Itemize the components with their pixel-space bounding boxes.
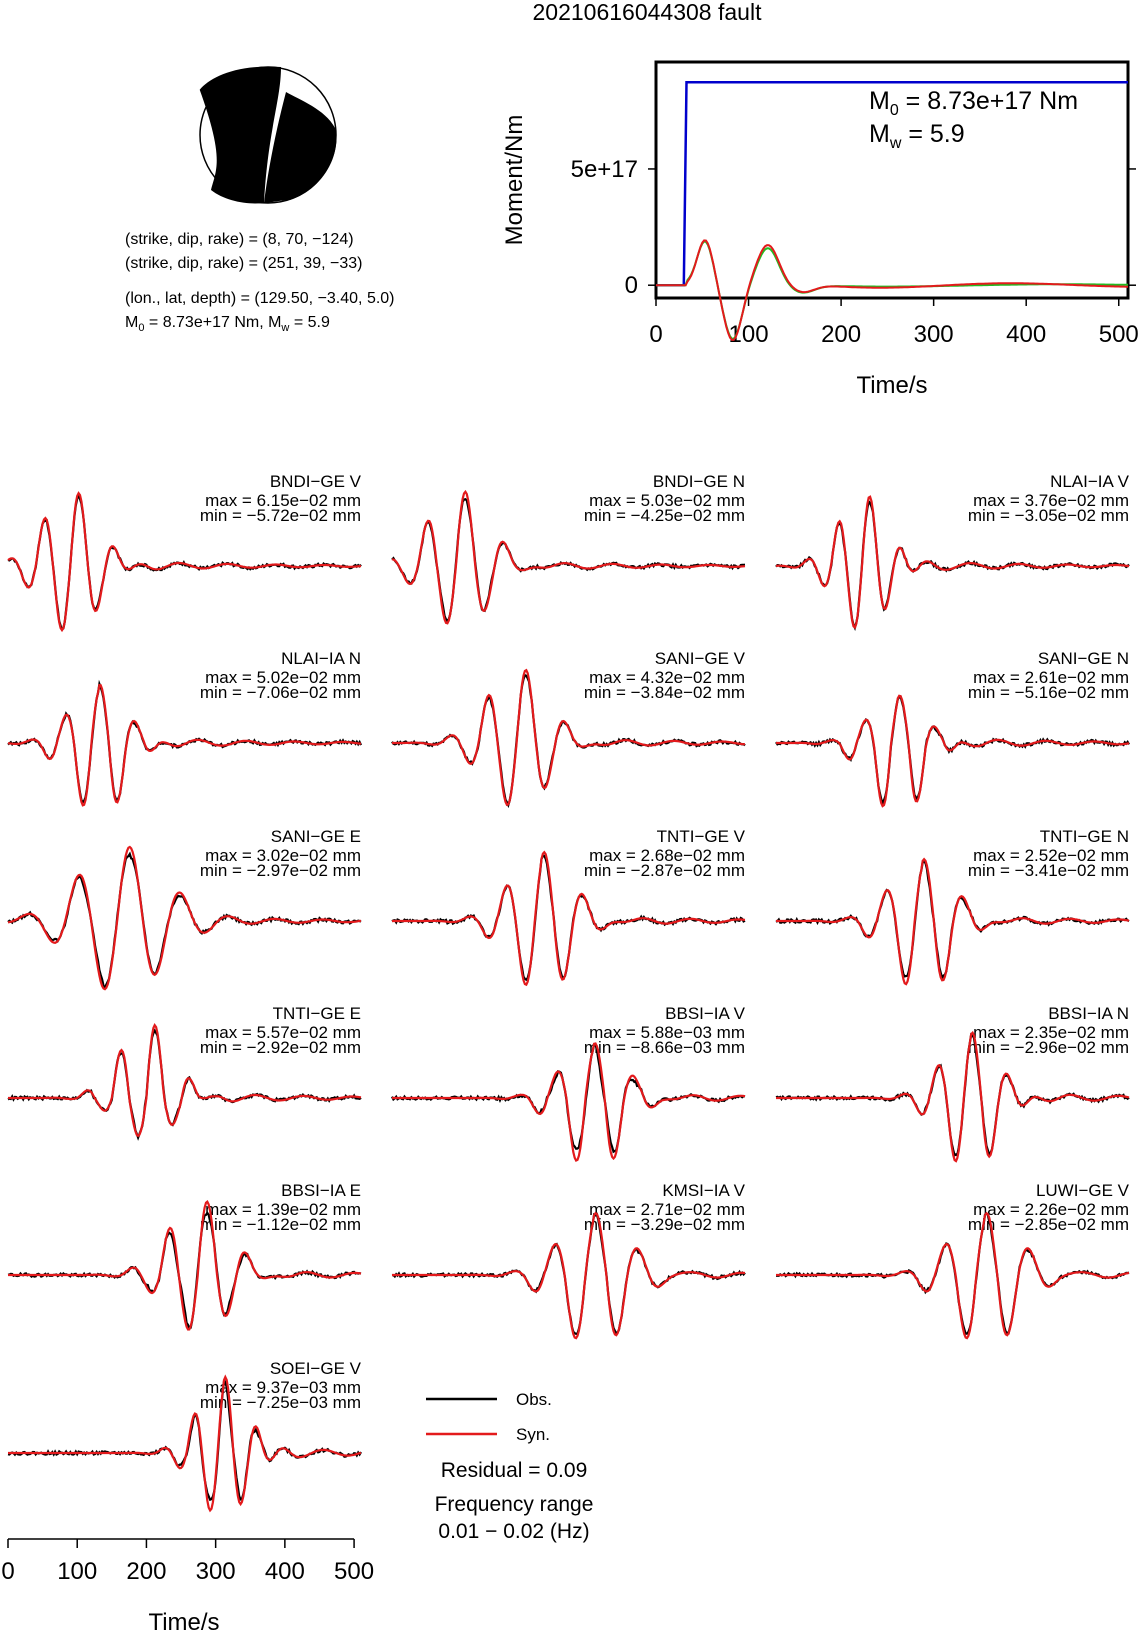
station-min: min = −2.96e−02 mm xyxy=(967,1038,1129,1057)
moment-xlabel: Time/s xyxy=(856,372,928,399)
bottom-xtick-label: 400 xyxy=(264,1558,305,1585)
station-panel xyxy=(392,472,745,623)
stf-line-red xyxy=(656,240,1128,340)
nodal-plane-1: (strike, dip, rake) = (8, 70, −124) xyxy=(125,231,354,248)
bottom-xlabel: Time/s xyxy=(148,1609,220,1636)
station-max: max = 2.71e−02 mm xyxy=(589,1200,745,1219)
station-panel xyxy=(8,1359,362,1510)
station-label: NLAI−IA V xyxy=(1050,472,1129,491)
station-max: max = 2.52e−02 mm xyxy=(973,846,1129,865)
station-label: TNTI−GE V xyxy=(656,827,745,846)
station-max: max = 1.39e−02 mm xyxy=(205,1200,361,1219)
station-panel xyxy=(8,1181,361,1330)
annot-m0-rest: = 8.73e+17 Nm xyxy=(898,87,1079,115)
station-label: BNDI−GE N xyxy=(652,472,745,491)
station-panel xyxy=(8,827,361,989)
station-label: BBSI−IA V xyxy=(665,1004,745,1023)
bottom-xtick-label: 200 xyxy=(126,1558,167,1585)
mechanism-info xyxy=(125,231,395,334)
station-panel xyxy=(392,827,746,985)
station-panel xyxy=(8,472,362,630)
station-min: min = −7.25e−03 mm xyxy=(199,1393,361,1412)
frequency-range-value: 0.01 − 0.02 (Hz) xyxy=(438,1520,590,1543)
station-label: BBSI−IA E xyxy=(281,1181,361,1200)
station-panel xyxy=(776,1181,1130,1338)
station-panel xyxy=(776,649,1129,806)
station-max: max = 3.02e−02 mm xyxy=(205,846,361,865)
bottom-xtick-label: 0 xyxy=(1,1558,15,1585)
station-max: max = 5.02e−02 mm xyxy=(205,668,361,687)
station-max: max = 2.35e−02 mm xyxy=(973,1023,1129,1042)
station-panel xyxy=(392,1004,746,1161)
station-label: SANI−GE V xyxy=(654,649,745,668)
station-label: SOEI−GE V xyxy=(269,1359,361,1378)
legend-obs-label: Obs. xyxy=(516,1390,552,1409)
moment-xtick-label: 400 xyxy=(1006,321,1047,348)
moment-xtick-label: 200 xyxy=(821,321,862,348)
station-min: min = −2.92e−02 mm xyxy=(199,1038,361,1057)
station-panel xyxy=(776,472,1130,628)
beachball-icon xyxy=(200,67,337,204)
station-max: max = 9.37e−03 mm xyxy=(205,1378,361,1397)
mw-subscript: w xyxy=(281,322,290,334)
station-min: min = −7.06e−02 mm xyxy=(199,683,361,702)
station-panel xyxy=(8,1004,361,1138)
residual-text: Residual = 0.09 xyxy=(440,1459,588,1482)
m0-subscript: 0 xyxy=(138,322,145,334)
station-panel xyxy=(776,1004,1129,1161)
figure-title: 20210616044308 fault xyxy=(532,0,762,25)
station-max: max = 5.57e−02 mm xyxy=(205,1023,361,1042)
moment-xtick-label: 100 xyxy=(728,321,769,348)
moment-curves xyxy=(656,82,1128,340)
station-label: SANI−GE E xyxy=(270,827,361,846)
station-max: max = 5.88e−03 mm xyxy=(589,1023,745,1042)
station-min: min = −3.41e−02 mm xyxy=(967,861,1129,880)
station-label: KMSI−IA V xyxy=(662,1181,745,1200)
annot-mw-prefix: M xyxy=(869,120,890,148)
station-min: min = −5.16e−02 mm xyxy=(967,683,1129,702)
bottom-time-axis xyxy=(1,1539,374,1585)
frequency-range-title: Frequency range xyxy=(434,1493,594,1516)
moment-xtick-label: 0 xyxy=(649,321,663,348)
station-min: min = −1.12e−02 mm xyxy=(199,1215,361,1234)
station-panel xyxy=(392,649,746,805)
station-max: max = 4.32e−02 mm xyxy=(589,668,745,687)
moment-annotation-m0 xyxy=(869,87,1078,119)
station-min: min = −5.72e−02 mm xyxy=(199,506,361,525)
moment-ytick-label: 0 xyxy=(624,272,638,300)
stf-line-green xyxy=(656,242,1128,339)
moment-ytick-label: 5e+17 xyxy=(570,155,638,183)
station-panel xyxy=(8,649,361,805)
annot-mw-rest: = 5.9 xyxy=(901,120,965,148)
annot-mw-sub: w xyxy=(889,135,902,152)
m0-prefix: M xyxy=(125,314,139,331)
moment-xtick-label: 500 xyxy=(1098,321,1139,348)
annot-m0-sub: 0 xyxy=(889,102,899,119)
synthetic-trace xyxy=(392,1044,745,1161)
moment-plot xyxy=(501,62,1139,399)
station-min: min = −4.25e−02 mm xyxy=(583,506,745,525)
station-label: TNTI−GE E xyxy=(272,1004,361,1023)
station-max: max = 2.68e−02 mm xyxy=(589,846,745,865)
station-panel xyxy=(776,827,1129,984)
station-min: min = −3.05e−02 mm xyxy=(967,506,1129,525)
station-min: min = −2.87e−02 mm xyxy=(583,861,745,880)
location-text: (lon., lat, depth) = (129.50, −3.40, 5.0) xyxy=(125,290,395,307)
station-label: LUWI−GE V xyxy=(1035,1181,1129,1200)
bottom-xtick-label: 500 xyxy=(334,1558,375,1585)
moment-magnitude-text xyxy=(125,314,330,334)
bottom-xtick-label: 100 xyxy=(57,1558,98,1585)
legend-syn-label: Syn. xyxy=(516,1425,551,1444)
moment-annotation-mw xyxy=(869,120,965,152)
station-panel xyxy=(392,1181,746,1338)
station-max: max = 2.26e−02 mm xyxy=(973,1200,1129,1219)
legend xyxy=(426,1390,593,1543)
station-max: max = 3.76e−02 mm xyxy=(973,491,1129,510)
bottom-xtick-label: 300 xyxy=(195,1558,236,1585)
m0-rest: = 8.73e+17 Nm, M xyxy=(144,314,282,331)
mw-rest: = 5.9 xyxy=(289,314,330,331)
station-min: min = −2.85e−02 mm xyxy=(967,1215,1129,1234)
station-label: SANI−GE N xyxy=(1037,649,1129,668)
nodal-plane-2: (strike, dip, rake) = (251, 39, −33) xyxy=(125,255,363,272)
station-label: BNDI−GE V xyxy=(269,472,361,491)
station-max: max = 6.15e−02 mm xyxy=(205,491,361,510)
station-max: max = 5.03e−02 mm xyxy=(589,491,745,510)
moment-xtick-label: 300 xyxy=(913,321,954,348)
waveform-panels xyxy=(8,472,1130,1510)
station-min: min = −2.97e−02 mm xyxy=(199,861,361,880)
station-label: TNTI−GE N xyxy=(1039,827,1129,846)
station-min: min = −3.29e−02 mm xyxy=(583,1215,745,1234)
moment-ylabel: Moment/Nm xyxy=(501,114,528,246)
station-label: BBSI−IA N xyxy=(1048,1004,1129,1023)
annot-m0-prefix: M xyxy=(869,87,890,115)
station-min: min = −8.66e−03 mm xyxy=(583,1038,745,1057)
station-max: max = 2.61e−02 mm xyxy=(973,668,1129,687)
station-min: min = −3.84e−02 mm xyxy=(583,683,745,702)
station-label: NLAI−IA N xyxy=(281,649,361,668)
